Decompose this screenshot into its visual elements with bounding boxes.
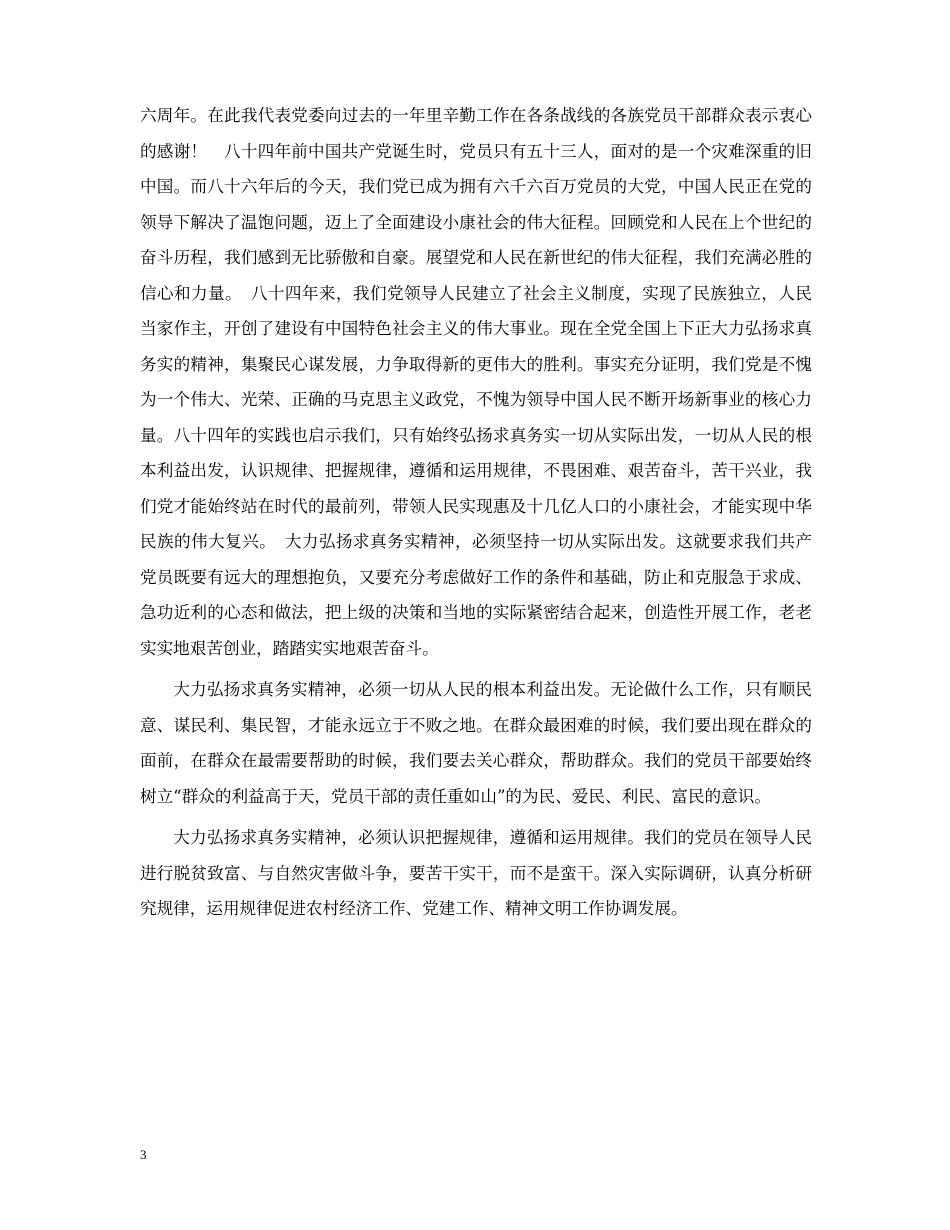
page-number: 3 <box>140 1147 147 1162</box>
paragraph-2: 大力弘扬求真务实精神，必须一切从人民的根本利益出发。无论做什么工作，只有顺民意、谋民利、集民智，才能永远立于不败之地。在群众最困难的时候，我们要出现在群众的面前，在群众在最需要帮助的时候，我们要去关心群众，帮助群众。我们的党员干部要始终树立“群众的利益高于天，党员干部的责任重如山”的为民、爱民、利民、富民的意识。 <box>140 680 812 806</box>
paragraph-1: 六周年。在此我代表党委向过去的一年里辛勤工作在各条战线的各族党员干部群众表示衷心的感谢！ 八十四年前中国共产党诞生时，党员只有五十三人，面对的是一个灾难深重的旧中国。而八十六年后的今天，我们党已成为拥有六千六百万党员的大党，中国人民正在党的领导下解决了温饱问题，迈上了全面建设小康社会的伟大征程。回顾党和人民在上个世纪的奋斗历程，我们感到无比骄傲和自豪。展望党和人民在新世纪的伟大征程，我们充满必胜的信心和力量。 八十四年来，我们党领导人民建立了社会主义制度，实现了民族独立，人民当家作主，开创了建设有中国特色社会主义的伟大事业。现在全党全国上下正大力弘扬求真务实的精神，集聚民心谋发展，力争取得新的更伟大的胜利。事实充分证明，我们党是不愧为一个伟大、光荣、正确的马克思主义政党，不愧为领导中国人民不断开场新事业的核心力量。八十四年的实践也启示我们，只有始终弘扬求真务实一切从实际出发，一切从人民的根本利益出发，认识规律、把握规律，遵循和运用规律，不畏困难、艰苦奋斗，苦干兴业，我们党才能始终站在时代的最前列，带领人民实现惠及十几亿人口的小康社会，才能实现中华民族的伟大复兴。 大力弘扬求真务实精神，必须坚持一切从实际出发。这就要求我们共产党员既要有远大的理想抱负，又要充分考虑做好工作的条件和基础，防止和克服急于求成、急功近利的心态和做法，把上级的决策和当地的实际紧密结合起来，创造性开展工作，老老实实地艰苦创业，踏踏实实地艰苦奋斗。 <box>140 106 812 658</box>
paragraph-3: 大力弘扬求真务实精神，必须认识把握规律，遵循和运用规律。我们的党员在领导人民进行脱贫致富、与自然灾害做斗争，要苦干实干，而不是蛮干。深入实际调研，认真分析研究规律，运用规律促进农村经济工作、党建工作、精神文明工作协调发展。 <box>140 828 812 918</box>
document-body <box>140 98 812 933</box>
